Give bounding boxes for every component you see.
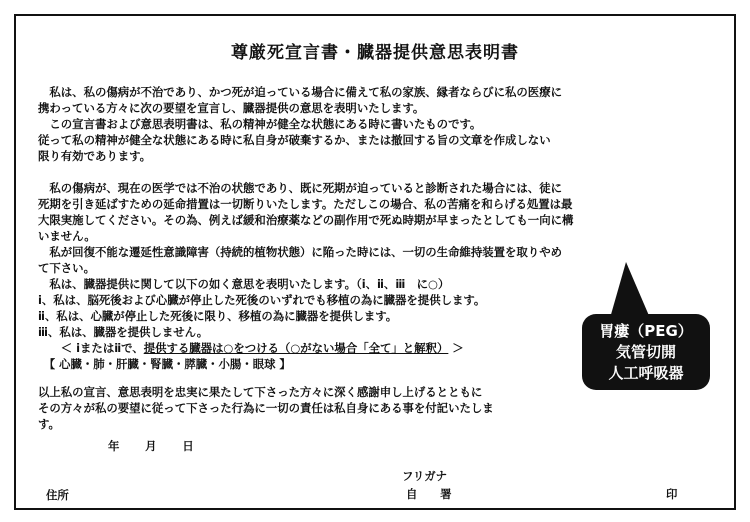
- text-line: 死期を引き延ばすための延命措置は一切断りいたします。ただしこの場合、私の苦痛を和らげる処置は最: [38, 197, 573, 211]
- date-field: 年 月 日: [108, 439, 195, 453]
- text-line: 私が回復不能な遷延性意識障害（持続的植物状態）に陥った時には、一切の生命維持装置を取りやめ: [38, 245, 562, 259]
- text-line: 私の傷病が、現在の医学では不治の状態であり、既に死期が迫っていると診断された場合には、徒に: [38, 181, 562, 195]
- organs-note-suffix: ＞: [448, 341, 464, 355]
- text-line: て下さい。: [38, 261, 95, 275]
- declaration-document: [14, 14, 736, 510]
- text-line: 従って私の精神が健全な状態にある時に私自身が破棄するか、または撤回する旨の文章を作成しない: [38, 133, 551, 147]
- text-line: 私は、臓器提供に関して以下の如く意思を表明いたします。（ⅰ、ⅱ、ⅲ に○）: [38, 277, 450, 291]
- text-line: 以上私の宣言、意思表明を忠実に果たして下さった方々に深く感謝申し上げるとともに: [38, 385, 483, 399]
- text-line: す。: [38, 417, 60, 431]
- option-line: ⅱ、私は、心臓が停止した死後に限り、移植の為に臓器を提供します。: [38, 309, 398, 323]
- option-line: ⅲ、私は、臓器を提供しません。: [38, 325, 209, 339]
- callout-pointer: [606, 262, 658, 322]
- intro-paragraph: [38, 84, 562, 164]
- text-line: この宣言書および意思表明書は、私の精神が健全な状態にある時に書いたものです。: [38, 117, 482, 131]
- callout-line: 気管切開: [615, 342, 676, 361]
- declaration-paragraph: [38, 180, 573, 372]
- option-line: ⅰ、私は、脳死後および心臓が停止した死後のいずれでも移植の為に臓器を提供します。: [38, 293, 486, 307]
- organs-note-prefix: ＜ ⅰまたはⅱで、: [38, 341, 144, 355]
- text-line: 私は、私の傷病が不治であり、かつ死が迫っている場合に備えて私の家族、縁者ならびに私の医療に: [38, 85, 562, 99]
- furigana-label: フリガナ: [402, 469, 447, 483]
- organs-list: 【 心臓・肺・肝臓・腎臓・膵臓・小腸・眼球 】: [38, 357, 291, 371]
- text-line: その方々が私の要望に従って下さった行為に一切の責任は私自身にある事を付記いたしま: [38, 401, 494, 415]
- text-line: いません。: [38, 229, 96, 243]
- seal-label: 印: [666, 487, 678, 501]
- callout-line: 人工呼吸器: [608, 363, 684, 382]
- text-line: 限り有効であります。: [38, 149, 151, 163]
- callout-bubble: [582, 314, 710, 390]
- text-line: 携わっている方々に次の要望を宣言し、臓器提供の意思を表明いたします。: [38, 101, 425, 115]
- address-label: 住所: [46, 488, 69, 502]
- organs-note-underlined: 提供する臓器は○をつける（○がない場合「全て」と解釈）: [143, 341, 449, 355]
- callout-line: 胃瘻（PEG）: [599, 321, 693, 340]
- closing-paragraph: [38, 384, 494, 432]
- text-line: 大限実施してください。その為、例えば緩和治療薬などの副作用で死ぬ時期が早まったとしても一向に構: [38, 213, 574, 227]
- organs-note: [38, 340, 573, 356]
- signature-label: 自 署: [406, 487, 452, 501]
- document-title: 尊厳死宣言書・臓器提供意思表明書: [231, 43, 519, 63]
